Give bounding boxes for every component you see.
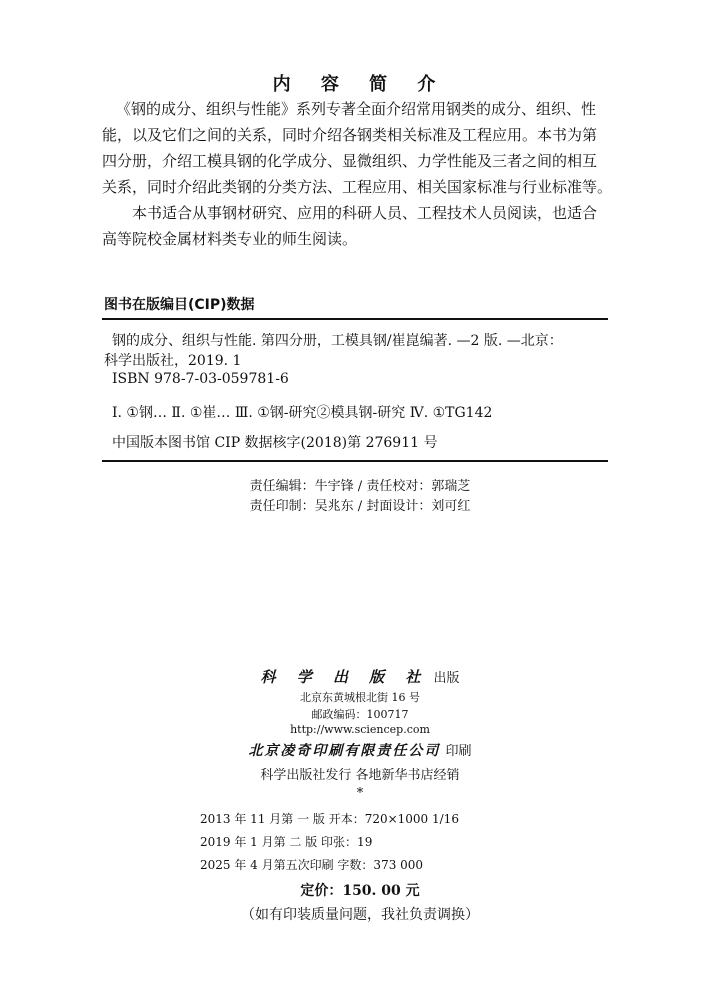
- price: 定价：150. 00 元: [300, 883, 420, 899]
- printer-suffix: 印刷: [445, 744, 472, 759]
- publisher-suffix: 出版: [433, 671, 460, 686]
- cip-heading: 图书在版编目(CIP)数据: [104, 297, 255, 313]
- publisher-block: [0, 666, 720, 687]
- intro-line: 本书适合从事钢材研究、应用的科研人员、工程技术人员阅读，也适合: [132, 204, 598, 222]
- cip-top-rule: [102, 318, 608, 320]
- separator-star: *: [356, 786, 364, 801]
- intro-line: 能，以及它们之间的关系，同时介绍各钢类相关标准及工程应用。本书为第: [102, 126, 598, 144]
- printer-name: 北京凌奇印刷有限责任公司: [248, 743, 441, 759]
- quality-note: （如有印装质量问题，我社负责调换）: [241, 907, 479, 923]
- cip-isbn: ISBN 978-7-03-059781-6: [112, 371, 289, 387]
- staff-line-1: 责任编辑：牛宇锋 / 责任校对：郭瑞芝: [249, 479, 471, 494]
- distribution-line: 科学出版社发行 各地新华书店经销: [260, 768, 460, 783]
- edition-line-2: 2019 年 1 月第 二 版 印张：19: [200, 835, 373, 849]
- staff-line-2: 责任印制：吴兆东 / 封面设计：刘可红: [249, 499, 471, 514]
- cip-title-line: 钢的成分、组织与性能. 第四分册，工模具钢/崔崑编著. —2 版. —北京：: [112, 333, 563, 349]
- intro-line: 高等院校金属材料类专业的师生阅读。: [102, 230, 358, 248]
- edition-line-1: 2013 年 11 月第 一 版 开本：720×1000 1/16: [200, 812, 459, 826]
- intro-line: 《钢的成分、组织与性能》系列专著全面介绍常用钢类的成分、组织、性: [116, 100, 597, 118]
- publisher-name: 科 学 出 版 社: [260, 668, 429, 686]
- cip-publisher-line: 科学出版社，2019. 1: [104, 353, 242, 369]
- printer-block: [0, 740, 720, 760]
- edition-line-3: 2025 年 4 月第五次印刷 字数：373 000: [200, 858, 424, 872]
- publisher-url: http://www.sciencep.com: [290, 723, 430, 736]
- cip-verification: 中国版本图书馆 CIP 数据核字(2018)第 276911 号: [112, 435, 438, 451]
- publisher-postcode: 邮政编码：100717: [311, 708, 409, 721]
- intro-title: 内 容 简 介: [272, 74, 448, 95]
- cip-classification: Ⅰ. ①钢… Ⅱ. ①崔… Ⅲ. ①钢-研究②模具钢-研究 Ⅳ. ①TG142: [112, 405, 493, 421]
- intro-line: 关系，同时介绍此类钢的分类方法、工程应用、相关国家标准与行业标准等。: [102, 178, 613, 196]
- cip-bottom-rule: [102, 460, 608, 462]
- intro-line: 四分册，介绍工模具钢的化学成分、显微组织、力学性能及三者之间的相互: [102, 152, 598, 170]
- publisher-address: 北京东黄城根北街 16 号: [300, 691, 420, 704]
